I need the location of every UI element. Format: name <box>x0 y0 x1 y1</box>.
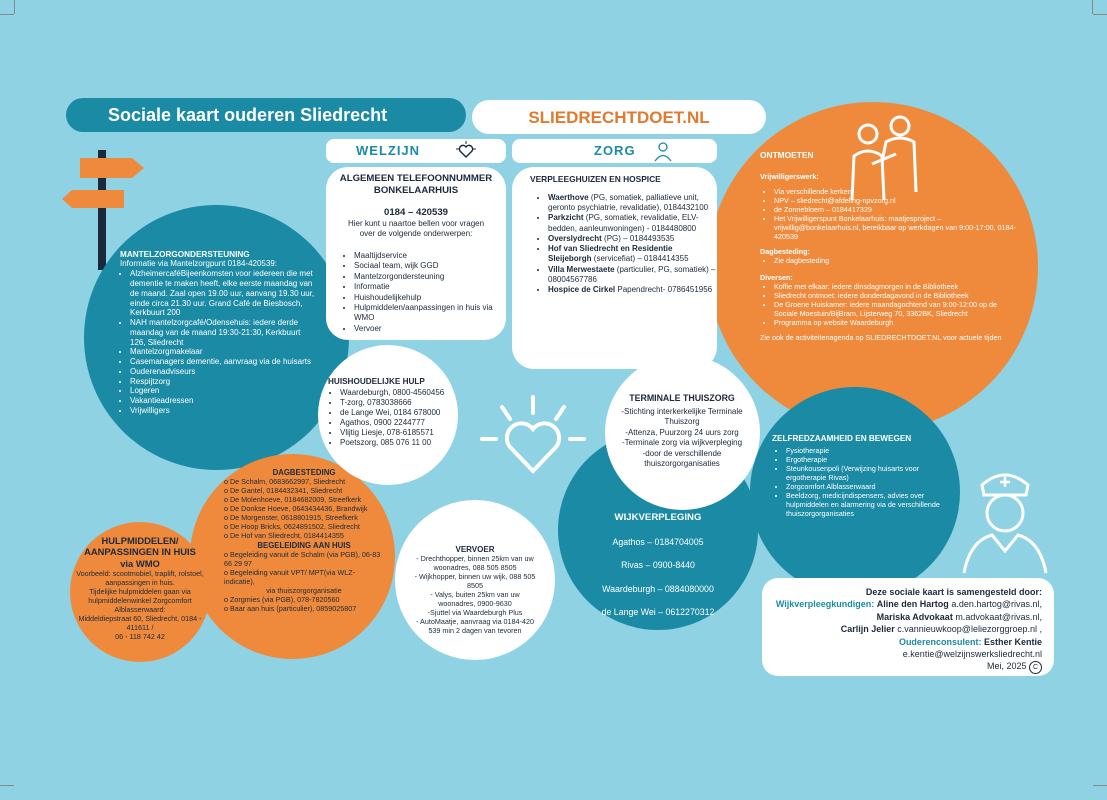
item-name: Overslydrecht <box>548 233 602 243</box>
dagbesteding-section <box>224 468 384 613</box>
care-worker-icon <box>652 140 674 167</box>
item-name: Villa Merwestaete <box>548 264 615 274</box>
tab-zorg-label: ZORG <box>594 143 636 158</box>
hulpmiddelen-line: 06 - 118 742 42 <box>115 631 165 641</box>
nurse-icon <box>950 455 1060 575</box>
tab-welzijn-label: WELZIJN <box>356 143 421 158</box>
telefoon-title: ALGEMEEN TELEFOONNUMMER BONKELAARHUIS <box>339 173 493 196</box>
list-item: • Huishoudelijkehulp <box>354 293 512 303</box>
credits-line <box>776 611 1042 623</box>
vervoer-section <box>412 545 538 635</box>
credits-email[interactable]: c.vannieuwkoop@leliezorggroep.nl , <box>897 624 1042 635</box>
list-item: o Begeleiding vanuit de Schalm (via PGB), 06-83 66 29 97 <box>224 550 381 568</box>
verpleeghuizen-title: VERPLEEGHUIZEN EN HOSPICE <box>530 174 661 184</box>
list-item: • Zorgcomfort Alblasserwaard <box>786 482 958 491</box>
verpleeghuizen-card <box>512 167 717 369</box>
list-item: • Vervoer <box>354 324 512 334</box>
list-item: • Hulpmiddelen/aanpassingen in huis via WMO <box>354 303 512 324</box>
list-item: Rivas – 0900-8440 <box>621 560 695 571</box>
terminale-line: -Stichting interkerkelijke Terminale Thuiszorg <box>621 407 743 427</box>
terminale-section <box>612 393 752 469</box>
tab-zorg <box>512 139 717 163</box>
list-item: • Beeldzorg, medicijndispensers, advies over hulpmiddelen en alarmering via de verschillende thuiszorgorganisaties <box>786 491 958 518</box>
telefoon-intro: Hier kunt u naartoe bellen voor vragen over de volgende onderwerpen: <box>347 219 485 239</box>
tab-welzijn <box>326 139 506 163</box>
credits-line <box>776 660 1042 674</box>
item-detail: (PG) – 0184493535 <box>601 233 675 243</box>
page-title: Sociale kaart ouderen Sliedrecht <box>108 105 388 125</box>
list-item <box>548 285 718 295</box>
credits-email[interactable]: e.kentie@welzijnswerksliedrecht.nl <box>902 649 1042 660</box>
credits-date: Mei, 2025 <box>986 661 1027 672</box>
vervoer-line: - Valys, buiten 25km van uw woonadres, 0900-9630 <box>430 590 520 608</box>
terminale-title: TERMINALE THUISZORG <box>629 393 735 403</box>
list-item: • Via verschillende kerken <box>774 187 1022 196</box>
list-item: o De Morgenster, 0618801915, Streefkerk <box>224 513 358 522</box>
mantelzorg-intro: Informatie via Mantelzorgpunt 0184-420539: <box>120 259 277 268</box>
mantelzorg-list <box>120 269 316 415</box>
list-item: • NPV – sliedrecht@afdeling-npvzorg.nl <box>774 196 1022 205</box>
crop-mark <box>1093 785 1107 786</box>
hulpmiddelen-section <box>76 536 204 641</box>
credits-name: Mariska Advokaat <box>876 611 953 622</box>
list-item <box>548 234 718 244</box>
huishoudelijke-list <box>328 388 454 448</box>
credits-email[interactable]: a.den.hartog@rivas.nl, <box>951 599 1042 610</box>
list-item: • De Groene Huiskamer: iedere maandagochtend van 9:00-12:00 op de Sociale Moestuin/BijBram, Lijsterweg 70, 3362BK, Sliedrecht <box>774 300 1022 318</box>
vervoer-line: - AutoMaatje, aanvraag via 0184-420 539 min 2 dagen van tevoren <box>416 617 534 635</box>
crop-mark <box>14 0 15 14</box>
vrijwilligerswerk-list <box>760 187 1022 241</box>
ontmoeten-title: ONTMOETEN <box>760 150 814 160</box>
telefoon-list <box>342 251 512 334</box>
credits-line <box>776 598 1042 610</box>
vrijwilligerswerk-label: Vrijwilligerswerk: <box>760 172 819 181</box>
zelfredzaamheid-list <box>772 446 958 518</box>
list-item <box>548 244 718 264</box>
list-item: • Agathos, 0900 2244777 <box>340 418 454 428</box>
list-item: de Lange Wei – 0612270312 <box>601 607 715 618</box>
list-item: • AlzheimercaféBijeenkomsten voor iedereen die met dementie te maken heeft, elke eerste maandag van de maand. Zaal open 19.00 uur, aanvang 19.30 uur, einde circa 21.30 uur. Grand Café de Biesbosch, Kerkbuurt 200 <box>130 269 316 318</box>
sun-heart-icon <box>454 141 478 166</box>
vervoer-line: - Wijkhopper, binnen uw wijk, 088 505 8505 <box>414 572 536 590</box>
credits-name: Carlijn Jelier <box>840 624 895 635</box>
dagbesteding-ref-list <box>760 256 1022 265</box>
list-item: • Vlijtig Liesje, 078-6185571 <box>340 428 454 438</box>
list-item: o De Hoop Bricks, 0624891502, Sliedrecht <box>224 522 360 531</box>
list-item: o De Molenhoeve, 0184682009, Streefkerk <box>224 495 362 504</box>
credits-role: Wijkverpleegkundigen: <box>775 599 875 610</box>
diversen-label: Diversen: <box>760 273 793 282</box>
mantelzorg-section <box>120 250 316 416</box>
ontmoeten-section <box>760 150 1022 342</box>
site-link[interactable]: SLIEDRECHTDOET.NL <box>528 108 710 127</box>
list-item: • Sliedrecht ontmoet: iedere donderdagavond in de Bibliotheek <box>774 291 1022 300</box>
wijkverpleging-title: WIJKVERPLEGING <box>614 512 702 523</box>
item-name: Hospice de Cirkel <box>548 285 616 295</box>
list-item: via thuiszorgorganisatie <box>266 586 342 595</box>
list-item: • Koffie met elkaar: iedere dinsdagmorgen in de Bibliotheek <box>774 282 1022 291</box>
credits-heading: Deze sociale kaart is samengesteld door: <box>865 587 1042 597</box>
vervoer-line: -Sjuttel via Waardeburgh Plus <box>427 608 523 617</box>
list-item: • Informatie <box>354 282 512 292</box>
begeleiding-title: BEGELEIDING AAN HUIS <box>257 541 351 550</box>
credits-email[interactable]: m.advokaat@rivas.nl, <box>955 611 1042 622</box>
hulpmiddelen-subtitle: via WMO <box>120 557 160 569</box>
list-item: Agathos – 0184704005 <box>612 537 704 547</box>
list-item: • Mantelzorgondersteuning <box>354 272 512 282</box>
list-item: o Baar aan huis (particulier), 0859025807 <box>224 604 357 613</box>
list-item: o Zorgmies (via PGB), 078-7820560 <box>224 595 340 604</box>
list-item: • Vakantieadressen <box>130 396 316 406</box>
item-detail: (particulier, PG, somatiek) – 08004567786 <box>548 264 716 284</box>
huishoudelijke-section <box>328 377 454 448</box>
list-item: • Ergotherapie <box>786 455 958 464</box>
hulpmiddelen-line: Middeldiepstraat 60, Sliedrecht, 0184 - 411611 / <box>78 613 202 632</box>
crop-mark <box>0 14 14 15</box>
telefoon-number: 0184 – 420539 <box>383 207 449 218</box>
list-item: o De Gantel, 0184432341, Sliedrecht <box>224 486 343 495</box>
item-detail: (PG, somatiek, revalidatie, ELV-bedden, aanleunwoningen) - 0184480800 <box>548 213 699 233</box>
item-detail: (PG, somatiek, palliatieve unit, geronto psychiatrie, revalidatie), 0184432100 <box>548 193 709 213</box>
credits-line <box>776 648 1042 660</box>
list-item <box>548 193 718 213</box>
credits-role: Ouderenconsulent: <box>898 636 982 647</box>
site-banner <box>472 100 766 134</box>
list-item: • Maaltijdservice <box>354 251 512 261</box>
list-item: o Begeleiding vanuit VPT/ MPT(via WLZ-indicatie), <box>224 568 356 586</box>
item-detail: (servicefiat) – 0184414355 <box>591 254 689 264</box>
list-item: • NAH mantelzorgcafé/Odensehuis: iedere derde maandag van de maand 19:30-21:30, Kerkbuurt 126, Sliedrecht <box>130 318 316 347</box>
list-item: o De Schalm, 0683662997, Sliedrecht <box>224 477 346 486</box>
terminale-line: -door de verschillende thuiszorgorganisaties <box>642 448 722 468</box>
crop-mark <box>1093 14 1107 15</box>
title-banner <box>66 98 466 132</box>
dagbesteding-title: DAGBESTEDING <box>272 468 336 477</box>
list-item: • Logeren <box>130 386 316 396</box>
dagbesteding-label: Dagbesteding: <box>760 247 810 256</box>
credits-name: Aline den Hartog <box>876 599 949 610</box>
credits-text <box>776 586 1042 674</box>
hulpmiddelen-title: HULPMIDDELEN/ AANPASSINGEN IN HUIS <box>84 535 196 557</box>
list-item: • Ouderenadviseurs <box>130 367 316 377</box>
list-item <box>548 265 718 285</box>
diversen-list <box>760 282 1022 327</box>
zelfredzaamheid-section <box>772 434 958 518</box>
item-name: Waerthove <box>548 193 589 202</box>
list-item: • Sociaal team, wijk GGD <box>354 261 512 271</box>
item-name: Parkzicht <box>548 213 584 223</box>
verpleeghuizen-list <box>536 193 718 295</box>
credits-line <box>776 636 1042 648</box>
list-item: • Vrijwilligers <box>130 406 316 416</box>
hulpmiddelen-line: Tijdelijke hulpmiddelen gaan via hulpmiddelenwinkel Zorgcomfort Alblasserwaard: <box>88 586 192 614</box>
list-item: • Casemanagers dementie, aanvraag via de huisarts <box>130 357 316 367</box>
list-item: • T-zorg, 0783038666 <box>340 398 454 408</box>
vervoer-line: - Drechthopper, binnen 25km van uw woonadres, 088 505 8505 <box>416 554 534 572</box>
item-detail: Papendrecht- 0786451956 <box>615 285 713 295</box>
terminale-line: -Attenza, Puurzorg 24 uurs zorg <box>625 427 739 437</box>
list-item: o De Hof van Sliedrecht, 0184414355 <box>224 531 344 540</box>
list-item <box>548 213 718 233</box>
list-item: • Respijtzorg <box>130 377 316 387</box>
list-item: • Waardeburgh, 0800-4560456 <box>340 388 454 398</box>
list-item: • Poetszorg, 085 076 11 00 <box>340 438 454 448</box>
list-item: o De Donkse Hoeve, 0643434436, Brandwijk <box>224 504 368 513</box>
list-item: • Het Vrijwilligerspunt Bonkelaarhuis: maatjesproject – vrijwillig@bonkelaarhuis.nl, bereikbaar op werkdagen van 9:00-17:00, 0184-420539 <box>774 214 1022 241</box>
ontmoeten-footer: Zie ook de activiteitenagenda op SLIEDRECHTDOET.NL voor actuele tijden <box>760 333 1002 342</box>
list-item: • Fysiotherapie <box>786 446 958 455</box>
credits-card <box>762 578 1054 676</box>
list-item: • Zie dagbesteding <box>774 256 1022 265</box>
terminale-line: -Terminale zorg via wijkverpleging <box>621 438 743 448</box>
wijkverpleging-section <box>574 512 742 619</box>
item-name: Hof van Sliedrecht en Residentie Sleijeborgh <box>548 244 673 264</box>
huishoudelijke-title: HUISHOUDELIJKE HULP <box>328 377 425 386</box>
list-item: Waardeburgh – 0884080000 <box>602 583 714 594</box>
list-item: • de Lange Wei, 0184 678000 <box>340 408 454 418</box>
crop-mark <box>0 785 14 786</box>
crop-mark <box>1092 0 1093 14</box>
credits-name: Esther Kentie <box>983 636 1042 647</box>
vervoer-title: VERVOER <box>455 545 495 554</box>
list-item: • Steunkousenpoli (Verwijzing huisarts voor ergotherapie Rivas) <box>786 464 958 482</box>
hulpmiddelen-line: Voorbeeld: scootmobiel, traplift, rolstoel, aanpassingen in huis. <box>76 568 204 587</box>
mantelzorg-title: MANTELZORGONDERSTEUNING <box>120 250 250 259</box>
zelfredzaamheid-title: ZELFREDZAAMHEID EN BEWEGEN <box>772 434 912 443</box>
credits-line <box>776 623 1042 635</box>
copyright-icon: C <box>1029 661 1042 674</box>
heart-icon <box>478 393 588 493</box>
list-item: • Mantelzorgmakelaar <box>130 347 316 357</box>
telefoon-card <box>326 167 506 340</box>
list-item: • Programma op website Waardeburgh <box>774 318 1022 327</box>
list-item: • de Zonnebloem – 0184417329 <box>774 205 1022 214</box>
